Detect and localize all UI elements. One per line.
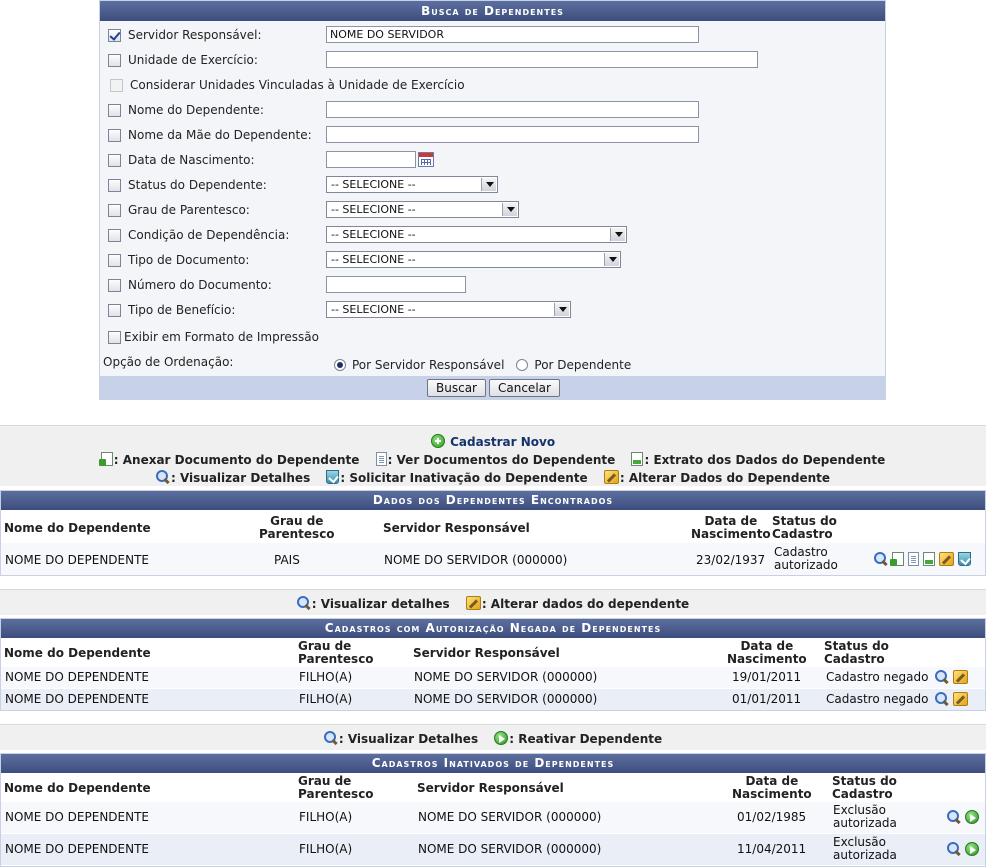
formato-impressao-label: Exibir em Formato de Impressão (124, 330, 319, 344)
radio-por-dependente[interactable] (516, 359, 528, 371)
dropdown-arrow-icon[interactable] (502, 203, 517, 216)
radio-por-servidor[interactable] (334, 359, 346, 371)
row-nome-mae (108, 125, 312, 145)
data-nascimento-checkbox[interactable] (108, 154, 121, 167)
reactivate-icon[interactable] (965, 810, 979, 824)
cell-nascimento: 01/01/2011 (732, 692, 802, 706)
dropdown-arrow-icon[interactable] (481, 178, 496, 191)
table-found-title: Dados dos Dependentes Encontrados (1, 491, 985, 510)
tipo-documento-select[interactable] (326, 251, 621, 268)
nome-dependente-label: Nome do Dependente: (128, 103, 264, 117)
table-row (1, 667, 985, 688)
dropdown-arrow-icon[interactable] (604, 253, 619, 266)
vinculadas-checkbox[interactable] (110, 79, 123, 92)
legend-extract: : Extrato dos Dados do Dependente (644, 453, 886, 467)
edit-icon[interactable] (953, 670, 968, 684)
table-denied-title: Cadastros com Autorização Negada de Dependentes (1, 619, 985, 638)
magnifier-icon (324, 731, 338, 745)
row-actions (947, 810, 980, 824)
nome-mae-input[interactable] (326, 126, 699, 143)
search-form (99, 0, 886, 400)
row-tipo-beneficio (108, 300, 235, 320)
header-status: Status do Cadastro (832, 774, 897, 801)
header-grau: Grau de Parentesco (298, 774, 374, 801)
servidor-input[interactable] (326, 26, 699, 43)
condicao-checkbox[interactable] (108, 229, 121, 242)
legend-inactive-reactivate: : Reativar Dependente (509, 732, 663, 746)
row-actions (947, 842, 980, 856)
legend-denied (0, 589, 986, 615)
tipo-beneficio-label: Tipo de Benefício: (128, 303, 236, 317)
cell-nascimento: 23/02/1937 (696, 553, 766, 567)
documents-icon[interactable] (908, 552, 919, 566)
header-nascimento: Data de Nascimento (727, 639, 807, 666)
cell-nascimento: 11/04/2011 (737, 842, 807, 856)
tipo-beneficio-select[interactable] (326, 301, 571, 318)
ordenacao-label: Opção de Ordenação: (103, 355, 234, 369)
cell-grau: FILHO(A) (299, 670, 353, 684)
servidor-label: Servidor Responsável: (128, 28, 262, 42)
unidade-input[interactable] (326, 51, 758, 68)
reactivate-icon[interactable] (965, 842, 979, 856)
table-denied (0, 618, 986, 711)
legend-inactive (0, 724, 986, 750)
legend-view-details: : Visualizar Detalhes (170, 471, 311, 485)
row-vinculadas (110, 75, 465, 95)
condicao-label: Condição de Dependência: (128, 228, 290, 242)
header-servidor: Servidor Responsável (383, 521, 530, 535)
cell-servidor: NOME DO SERVIDOR (000000) (414, 692, 598, 706)
header-nascimento: Data de Nascimento (691, 514, 771, 541)
formato-impressao-checkbox[interactable] (108, 331, 121, 344)
servidor-checkbox[interactable] (108, 29, 121, 42)
magnifier-icon[interactable] (935, 670, 949, 684)
header-nascimento: Data de Nascimento (732, 774, 812, 801)
magnifier-icon[interactable] (935, 692, 949, 706)
header-name: Nome do Dependente (4, 781, 151, 795)
search-button[interactable]: Buscar (427, 379, 486, 397)
table-row (1, 689, 985, 710)
grau-select-value: -- SELECIONE -- (331, 203, 416, 216)
cancel-button[interactable]: Cancelar (489, 379, 560, 397)
vinculadas-label: Considerar Unidades Vinculadas à Unidade de Exercício (130, 78, 465, 92)
add-icon[interactable] (431, 434, 445, 448)
header-status: Status do Cadastro (772, 514, 837, 541)
attach-document-icon[interactable] (892, 552, 904, 566)
condicao-select-value: -- SELECIONE -- (331, 228, 416, 241)
table-found (0, 490, 986, 576)
calendar-icon[interactable] (418, 152, 434, 167)
nome-dependente-checkbox[interactable] (108, 104, 121, 117)
radio-por-dependente-label: Por Dependente (534, 358, 632, 372)
numero-documento-checkbox[interactable] (108, 279, 121, 292)
edit-icon (466, 596, 481, 610)
table-row (1, 543, 985, 575)
legend-line-2 (0, 470, 986, 485)
grau-label: Grau de Parentesco: (128, 203, 250, 217)
row-condicao (108, 225, 289, 245)
grau-select[interactable] (326, 201, 519, 218)
data-nascimento-input[interactable] (326, 151, 416, 168)
header-status: Status do Cadastro (824, 639, 889, 666)
row-tipo-documento (108, 250, 249, 270)
grau-checkbox[interactable] (108, 204, 121, 217)
inactivate-icon (326, 470, 339, 484)
magnifier-icon (297, 596, 311, 610)
cell-name: NOME DO DEPENDENTE (5, 553, 149, 567)
dropdown-arrow-icon[interactable] (610, 228, 625, 241)
legend-main (0, 425, 986, 486)
tipo-beneficio-checkbox[interactable] (108, 304, 121, 317)
magnifier-icon[interactable] (947, 842, 961, 856)
table-inactive (0, 753, 986, 867)
unidade-label: Unidade de Exercício: (128, 53, 258, 67)
cell-name: NOME DO DEPENDENTE (5, 692, 149, 706)
legend-edit: : Alterar Dados do Dependente (619, 471, 830, 485)
nome-mae-checkbox[interactable] (108, 129, 121, 142)
legend-request-inactivation: : Solicitar Inativação do Dependente (340, 471, 588, 485)
cadastrar-novo-link[interactable]: Cadastrar Novo (450, 435, 556, 449)
numero-documento-label: Número do Documento: (128, 278, 272, 292)
table-inactive-title: Cadastros Inativados de Dependentes (1, 754, 985, 773)
row-formato-impressao (108, 327, 319, 347)
cell-status: Exclusão autorizada (833, 803, 897, 830)
cell-grau: FILHO(A) (299, 692, 353, 706)
row-data-nascimento (108, 150, 255, 170)
status-select-value: -- SELECIONE -- (331, 178, 416, 191)
cell-status: Cadastro negado (826, 692, 929, 706)
cell-servidor: NOME DO SERVIDOR (000000) (418, 810, 602, 824)
edit-icon[interactable] (953, 692, 968, 706)
legend-inactive-view: : Visualizar Detalhes (338, 732, 479, 746)
cell-name: NOME DO DEPENDENTE (5, 810, 149, 824)
radio-por-servidor-label: Por Servidor Responsável (352, 358, 505, 372)
legend-line-1 (0, 452, 986, 467)
cell-servidor: NOME DO SERVIDOR (000000) (414, 670, 598, 684)
row-status (108, 175, 267, 195)
cell-grau: PAIS (274, 553, 300, 567)
status-select[interactable] (326, 176, 498, 193)
cell-name: NOME DO DEPENDENTE (5, 842, 149, 856)
dropdown-arrow-icon[interactable] (554, 303, 569, 316)
header-name: Nome do Dependente (4, 521, 151, 535)
header-servidor: Servidor Responsável (413, 646, 560, 660)
row-grau (108, 200, 250, 220)
tipo-beneficio-select-value: -- SELECIONE -- (331, 303, 416, 316)
edit-icon (604, 470, 619, 484)
table-row (1, 802, 985, 833)
row-unidade (108, 50, 258, 70)
header-name: Nome do Dependente (4, 646, 151, 660)
attach-document-icon (101, 452, 113, 466)
magnifier-icon (156, 470, 170, 484)
status-checkbox[interactable] (108, 179, 121, 192)
search-form-footer (100, 376, 885, 400)
cell-name: NOME DO DEPENDENTE (5, 670, 149, 684)
row-actions (935, 692, 969, 706)
cell-grau: FILHO(A) (299, 842, 353, 856)
legend-denied-edit: : Alterar dados do dependente (481, 597, 690, 611)
legend-denied-view: : Visualizar detalhes (311, 597, 450, 611)
condicao-select[interactable] (326, 226, 627, 243)
status-label: Status do Dependente: (128, 178, 267, 192)
cell-servidor: NOME DO SERVIDOR (000000) (384, 553, 568, 567)
legend-denied-line (0, 596, 986, 611)
numero-documento-input[interactable] (326, 276, 466, 293)
edit-icon[interactable] (939, 552, 954, 566)
header-grau: Grau de Parentesco (298, 639, 374, 666)
row-servidor (108, 25, 262, 45)
header-servidor: Servidor Responsável (417, 781, 564, 795)
reactivate-icon (494, 731, 508, 745)
header-grau: Grau de Parentesco (259, 514, 335, 541)
cell-status: Cadastro negado (826, 670, 929, 684)
documents-icon (376, 452, 387, 466)
nome-dependente-input[interactable] (326, 101, 699, 118)
cell-grau: FILHO(A) (299, 810, 353, 824)
legend-attach: : Anexar Documento do Dependente (113, 453, 360, 467)
inactivate-icon[interactable] (958, 552, 971, 566)
ordenacao-options (334, 355, 631, 375)
tipo-documento-checkbox[interactable] (108, 254, 121, 267)
magnifier-icon[interactable] (874, 552, 888, 566)
extract-icon (631, 452, 643, 466)
data-nascimento-label: Data de Nascimento: (128, 153, 255, 167)
tipo-documento-label: Tipo de Documento: (128, 253, 250, 267)
row-nome-dependente (108, 100, 264, 120)
magnifier-icon[interactable] (947, 810, 961, 824)
tipo-documento-select-value: -- SELECIONE -- (331, 253, 416, 266)
extract-icon[interactable] (923, 552, 935, 566)
legend-view-docs: : Ver Documentos do Dependente (387, 453, 616, 467)
row-numero-documento (108, 275, 272, 295)
unidade-checkbox[interactable] (108, 54, 121, 67)
cell-nascimento: 19/01/2011 (732, 670, 802, 684)
legend-new-line (0, 434, 986, 449)
nome-mae-label: Nome da Mãe do Dependente: (128, 128, 312, 142)
cell-status: Exclusão autorizada (833, 835, 897, 862)
cell-nascimento: 01/02/1985 (737, 810, 807, 824)
table-row (1, 834, 985, 865)
legend-inactive-line (0, 731, 986, 746)
row-actions (935, 670, 969, 684)
search-form-title: Busca de Dependentes (100, 1, 885, 21)
cell-servidor: NOME DO SERVIDOR (000000) (418, 842, 602, 856)
cell-status: Cadastro autorizado (774, 545, 838, 572)
row-actions (874, 552, 972, 566)
